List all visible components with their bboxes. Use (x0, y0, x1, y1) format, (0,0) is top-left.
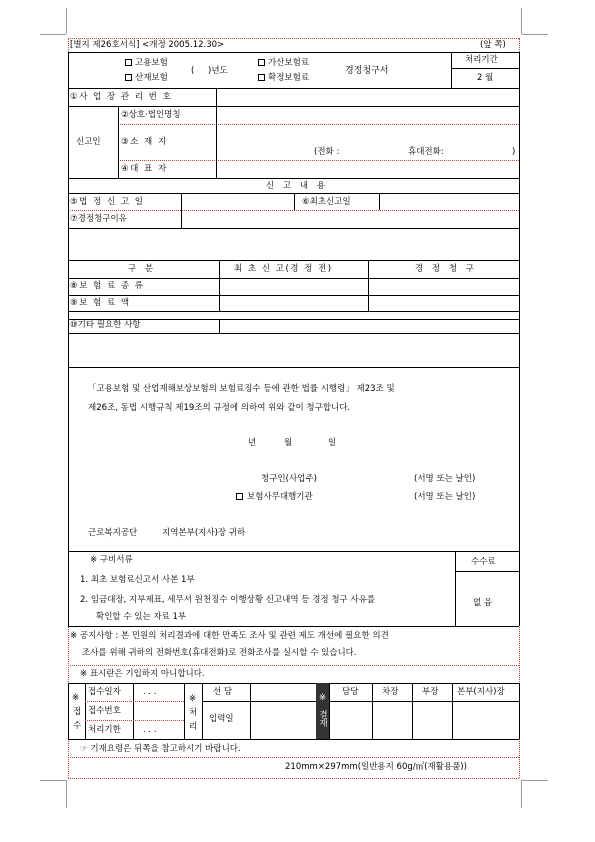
crop-mark (40, 780, 66, 781)
statement-line1: 「고용보험 및 산업재해보상보험의 보험료징수 등에 관한 법률 시행령」 제23조 및 (88, 384, 395, 394)
input-date-label: 입력일 (209, 714, 234, 724)
crop-mark (40, 34, 66, 35)
deadline-dots: . . . (143, 725, 157, 735)
form-number: [별지 제26호서식] <개정 2005.12.30> (70, 40, 225, 50)
notice-line3: ※ 표시란은 기입하지 아니합니다. (80, 669, 205, 679)
crop-mark (66, 780, 67, 808)
approval-label: 결재 (317, 710, 328, 727)
correction-reason-field[interactable] (182, 211, 518, 259)
industrial-insurance-checkbox[interactable] (125, 74, 132, 81)
phone-label: (전화 : (314, 147, 340, 157)
statement-line2: 제26조, 동법 시행규칙 제19조의 규정에 의하여 위와 같이 청구합니다. (88, 403, 351, 413)
col-claim-header: 경 정 청 구 (415, 264, 477, 274)
year-suffix: )년도 (208, 66, 228, 76)
notice-line1: ※ 공지사항 : 본 민원의 처리결과에 대한 만족도 조사 및 관련 제도 개선에 필요한 의견 (70, 631, 389, 641)
col-initial-header: 최 초 신 고(경 정 전) (234, 264, 333, 274)
reporter-group-label: 신고인 (76, 137, 101, 147)
confirmed-premium-checkbox[interactable] (258, 74, 265, 81)
page-margin-top (68, 38, 519, 39)
claimant-label: 청구인(사업주) (261, 474, 317, 484)
surcharge-label: 가산보험료 (268, 58, 310, 68)
receipt-date-label: 접수일자 (88, 687, 121, 697)
form-title: 경정청구서 (345, 66, 389, 76)
manager-label: 선 담 (213, 687, 233, 697)
page-side-label: (앞 쪽) (480, 40, 506, 50)
addressee-org: 근로복지공단 (88, 528, 138, 538)
surcharge-checkbox[interactable] (258, 59, 265, 66)
mobile-label: 휴대전화: (408, 147, 444, 157)
receipt-label-b: 수 (73, 721, 82, 731)
address-label: ③소 재 지 (121, 137, 168, 147)
processing-mark: ※ (189, 694, 197, 704)
document-item-1: 1. 최초 보험료신고서 사본 1부 (80, 575, 195, 585)
premium-type-label: ⑧보 험 료 종 류 (70, 281, 145, 291)
company-name-field[interactable] (217, 107, 518, 123)
representative-label: ④대 표 자 (121, 164, 168, 174)
crop-mark (66, 8, 67, 34)
processing-label-a: 처 (189, 708, 198, 718)
report-content-title: 신 고 내 용 (266, 181, 328, 191)
receipt-date-dots: . . . (143, 687, 157, 697)
fee-label: 수수료 (471, 557, 496, 567)
document-item-2b: 확인할 수 있는 자료 1부 (96, 612, 187, 622)
page-margin-bottom (68, 778, 519, 779)
receipt-label-a: 접 (73, 707, 82, 717)
agency-checkbox[interactable] (236, 493, 243, 500)
processing-period-value: 2 월 (477, 73, 494, 83)
year-open: ( (191, 66, 195, 76)
notice-line2: 조사를 위해 귀하의 전화번호(휴대전화)로 전화조사를 실시할 수 있습니다. (82, 648, 357, 658)
employment-insurance-label: 고용보험 (135, 58, 168, 68)
business-number-field[interactable] (217, 89, 518, 105)
fee-value: 없 음 (473, 598, 493, 608)
claimant-signature: (서명 또는 날인) (414, 474, 476, 484)
crop-mark (522, 34, 548, 35)
crop-mark (521, 8, 522, 34)
processing-period-label: 처리기간 (465, 55, 498, 65)
first-report-date-label: ⑥최초신고일 (302, 197, 351, 207)
statutory-date-label: ⑤법 정 신 고 일 (70, 197, 145, 207)
col-category-header: 구 분 (128, 264, 157, 274)
crop-mark (522, 780, 548, 781)
industrial-insurance-label: 산재보험 (135, 73, 168, 83)
business-number-label: ①사 업 장 관 리 번 호 (70, 92, 173, 102)
date-month: 월 (284, 438, 293, 448)
confirmed-premium-label: 확정보험료 (268, 73, 310, 83)
approval-mark: ※ (319, 693, 327, 703)
footer-guide: ☞ 기재요령은 뒤쪽을 참고하시기 바랍니다. (80, 744, 241, 754)
dept-head-label: 부장 (422, 687, 439, 697)
other-matters-label: ⑩기타 필요한 사항 (70, 320, 141, 330)
premium-amount-label: ⑨보 험 료 액 (70, 298, 131, 308)
company-name-label: ②상호·법인명칭 (121, 110, 181, 120)
employment-insurance-checkbox[interactable] (125, 59, 132, 66)
branch-head-label: 본부(지사)장 (457, 687, 505, 697)
deadline-label: 처리기한 (88, 725, 121, 735)
agency-label: 보험사무대행기관 (247, 492, 313, 502)
phone-close: ) (512, 147, 516, 157)
first-report-date-field[interactable] (380, 194, 518, 209)
crop-mark (521, 780, 522, 808)
address-field[interactable] (217, 125, 518, 159)
form-page (68, 38, 519, 778)
representative-field[interactable] (217, 161, 518, 177)
section-chief-label: 차장 (382, 687, 399, 697)
agency-signature: (서명 또는 날인) (414, 492, 476, 502)
document-item-2a: 2. 임금대장, 지부제표, 세무서 원천징수 이행상황 신고내역 등 경정 청구 사유를 (80, 595, 376, 605)
statutory-date-field[interactable] (182, 194, 293, 209)
documents-header: ※ 구비서류 (90, 555, 133, 565)
receipt-number-label: 접수번호 (88, 706, 121, 716)
date-year: 년 (248, 438, 257, 448)
staff-label: 담당 (342, 687, 359, 697)
processing-label-b: 리 (189, 722, 198, 732)
footer-paper-spec: 210mm×297mm(일반용지 60g/㎡(재활용품)) (285, 762, 467, 772)
date-day: 일 (328, 438, 337, 448)
receipt-mark: ※ (72, 693, 80, 703)
addressee: 지역본부(지사)장 귀하 (162, 528, 246, 538)
correction-reason-label: ⑦경정청구이유 (70, 214, 127, 224)
